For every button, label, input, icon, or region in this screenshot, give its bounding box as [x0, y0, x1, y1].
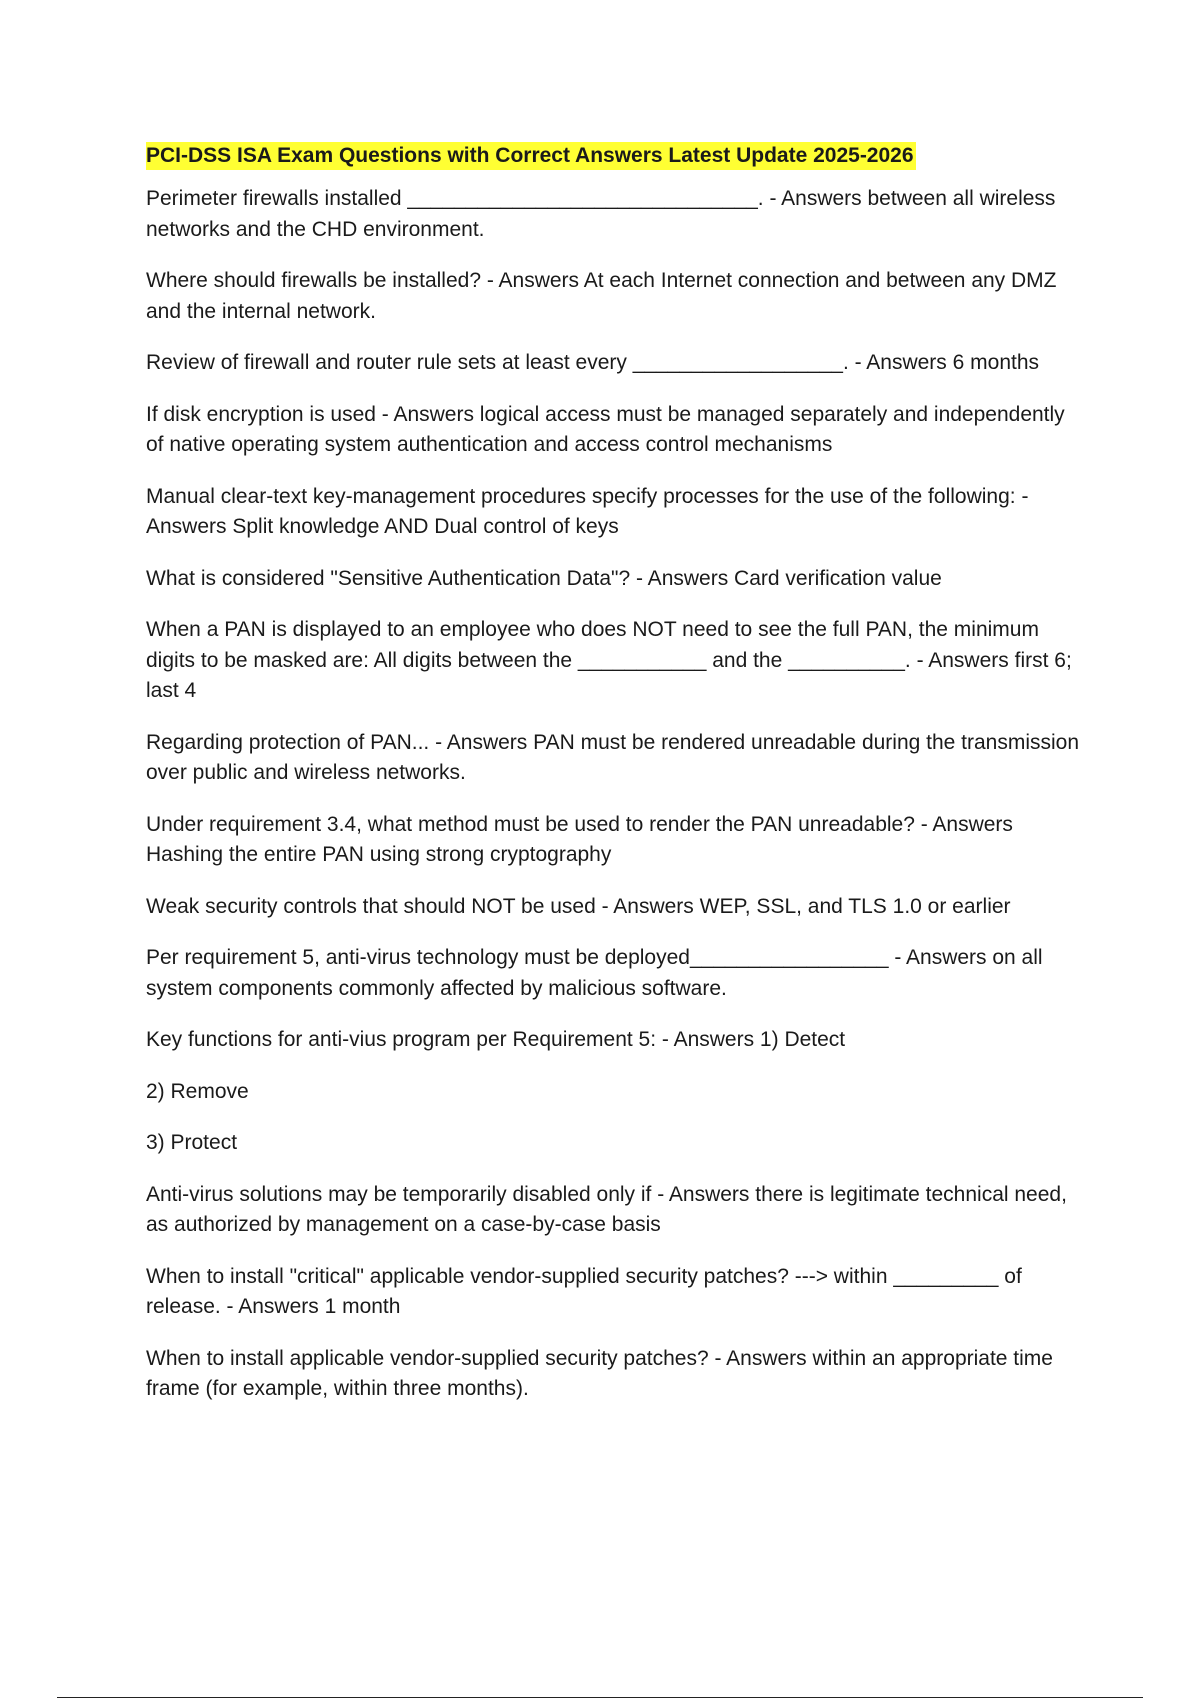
qa-paragraph: Review of firewall and router rule sets at least every __________________. - Answers 6 months	[146, 351, 1040, 374]
document-content	[146, 142, 1086, 1426]
footer-divider	[57, 1697, 1143, 1698]
qa-paragraph: Manual clear-text key-management procedures specify processes for the use of the following: - Answers Split knowledge AND Dual control of keys	[146, 484, 1029, 538]
qa-paragraph: Weak security controls that should NOT be used - Answers WEP, SSL, and TLS 1.0 or earlier	[146, 894, 1011, 918]
qa-paragraph: Per requirement 5, anti-virus technology must be deployed_________________ - Answers on all system components commonly affected by malicious software.	[146, 946, 1043, 1000]
qa-paragraph: Where should firewalls be installed? - Answers At each Internet connection and between any DMZ and the internal network.	[146, 269, 1057, 323]
qa-paragraph: If disk encryption is used - Answers logical access must be managed separately and independently of native operating system authentication and access control mechanisms	[146, 402, 1065, 456]
qa-paragraph: When to install "critical" applicable vendor-supplied security patches? ---> within _________ of release. - Answers 1 month	[146, 1264, 1022, 1318]
qa-paragraph: When a PAN is displayed to an employee who does NOT need to see the full PAN, the minimum digits to be masked are: All digits between the ___________ and the __________. - Answers first 6; last 4	[146, 618, 1072, 702]
qa-paragraph: Key functions for anti-vius program per Requirement 5: - Answers 1) Detect	[146, 1028, 846, 1051]
qa-paragraph: What is considered "Sensitive Authentication Data"? - Answers Card verification value	[146, 566, 942, 590]
qa-paragraph: Under requirement 3.4, what method must be used to render the PAN unreadable? - Answers Hashing the entire PAN using strong cryptography	[146, 812, 1013, 866]
qa-paragraph: Anti-virus solutions may be temporarily disabled only if - Answers there is legitimate technical need, as authorized by management on a case-by-case basis	[146, 1182, 1067, 1236]
qa-paragraph: Perimeter firewalls installed ______________________________. - Answers between all wireless networks and the CHD environment.	[146, 187, 1056, 241]
qa-paragraph: 2) Remove	[146, 1079, 249, 1103]
qa-paragraph: Regarding protection of PAN... - Answers PAN must be rendered unreadable during the transmission over public and wireless networks.	[146, 730, 1080, 784]
document-title: PCI-DSS ISA Exam Questions with Correct Answers Latest Update 2025-2026	[146, 142, 916, 170]
qa-paragraph: When to install applicable vendor-supplied security patches? - Answers within an appropriate time frame (for example, within three months).	[146, 1346, 1053, 1400]
qa-paragraph: 3) Protect	[146, 1131, 238, 1154]
